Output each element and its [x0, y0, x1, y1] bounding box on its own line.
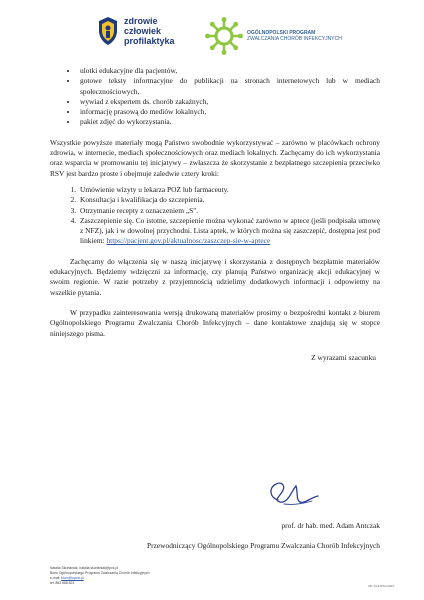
list-item: • informację prasową do mediów lokalnych,: [78, 107, 380, 117]
signer-name: prof. dr hab. med. Adam Antczak: [281, 521, 380, 530]
footer-contact: [50, 566, 150, 586]
list-item: 2. Konsultacja i kwalifikacja do szczepienia.: [78, 195, 380, 205]
opzci-logo: [204, 16, 342, 56]
handwritten-signature: [262, 478, 322, 512]
letter-body: [50, 66, 380, 363]
materials-list: [50, 66, 380, 128]
list-item: • wywiad z ekspertem ds. chorób zakaźnych,: [78, 97, 380, 107]
vaccination-steps-list: [50, 185, 380, 247]
logo2-line: OGÓLNOPOLSKI PROGRAM: [247, 30, 316, 36]
letterhead: [98, 16, 398, 62]
shield-emblem-icon: [98, 16, 118, 46]
document-reference: OP-1/24-RSV-2024: [368, 584, 394, 588]
step-text: Zaszczepienie się. Co istotne, szczepienie można wykonać zarówno w aptece (jeśli podpisała umowę z NFZ), jak i w dowolnej przychodni. Lista aptek, w których można się zaszczepić, dostępna jest pod linkiem:: [80, 215, 380, 246]
list-item: • ulotki edukacyjne dla pacjentów,: [78, 66, 380, 76]
paragraph-invitation: Zachęcamy do włączenia się w naszą inicjatywę i skorzystania z dostępnych bezpłatnie materiałów edukacyjnych. Będziemy wdzięczni za informację, czy planują Państwo organizację akcji edukacyjnej w swoim regionie. W razie potrzeby z przyjemnością udzielimy dodatkowych informacji i odpowiemy na wszelkie pytania.: [50, 256, 380, 297]
list-item: 3. Otrzymanie recepty z oznaczeniem „S".: [78, 206, 380, 216]
pharmacy-list-link[interactable]: https://pacjent.gov.pl/aktualnosc/zaszczep-sie-w-aptece: [106, 236, 271, 246]
virus-emblem-icon: [204, 16, 244, 56]
footer-line: tel. 883 688 823: [50, 581, 75, 585]
paragraph-print-contact: W przypadku zainteresowania wersją drukowaną materiałów prosimy o bezpośredni kontakt z biurem Ogólnopolskiego Programu Zwalczania Chorób Infekcyjnych – dane kontaktowe znajdują się w stopce niniejszego pisma.: [50, 307, 380, 338]
logo1-line: człowiek: [124, 26, 162, 36]
list-item: [78, 216, 380, 247]
logo1-line: zdrowie: [124, 16, 158, 26]
signer-title: Przewodniczący Ogólnopolskiego Programu Zwalczania Chorób Infekcyjnych: [147, 541, 380, 550]
logo2-text: [247, 30, 342, 42]
zdrowie-czlowiek-profilaktyka-logo: [98, 16, 175, 46]
closing-salutation: Z wyrazami szacunku: [311, 352, 376, 362]
logo1-text: [124, 16, 175, 46]
footer-email-link[interactable]: biuro@opzci.pl: [61, 576, 84, 580]
footer-line: Biuro Ogólnopolskiego Programu Zwalczania Chorób Infekcyjnych: [50, 571, 150, 575]
list-item: • pakiet zdjęć do wykorzystania.: [78, 117, 380, 127]
list-item: 1. Umówienie wizyty u lekarza POZ lub farmaceuty.: [78, 185, 380, 195]
list-item: • gotowe teksty informacyjne do publikacji na stronach internetowych lub w mediach społecznościowych,: [78, 76, 380, 97]
footer-email-label: e-mail:: [50, 576, 62, 580]
paragraph-materials-usage: Wszystkie powyższe materiały mogą Państwo swobodnie wykorzystywać – zarówno w placówkach ochrony zdrowia, w internecie, mediach społecznościowych oraz mediach lokalnych. Zachęcamy do ich wykorzystania oraz wsparcia w promowaniu tej inicjatywy – zwłaszcza że skorzystanie z bezpłatnego szczepienia przeciwko RSV jest bardzo proste i obejmuje zaledwie cztery kroki:: [50, 137, 380, 178]
footer-line: Natalia Skurtaniak, natalia.skurtaniak@pcs.pl: [50, 566, 119, 570]
logo2-line: ZWALCZANIA CHORÓB INFEKCYJNYCH: [247, 36, 342, 42]
logo1-line: profilaktyka: [124, 36, 175, 46]
